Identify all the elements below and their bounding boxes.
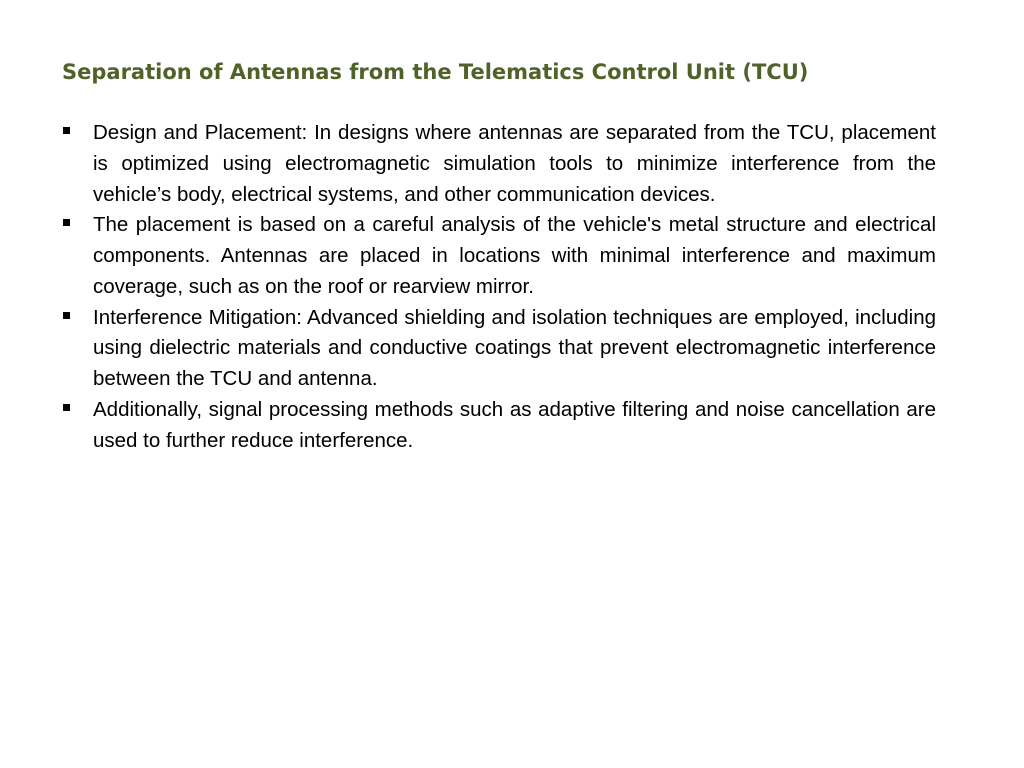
bullet-text: Additionally, signal processing methods such as adaptive filtering and noise cancellation are used to further reduce interference. [93, 397, 936, 452]
bullet-text: Interference Mitigation: Advanced shielding and isolation techniques are employed, including using dielectric materials and conductive coatings that prevent electromagnetic interference between the TCU and antenna. [93, 305, 936, 390]
square-bullet-icon [63, 219, 70, 226]
square-bullet-icon [63, 404, 70, 411]
bullet-item [62, 118, 936, 210]
bullet-text: The placement is based on a careful analysis of the vehicle's metal structure and electrical components. Antennas are placed in locations with minimal interference and maximum coverage, such as on the roof or rearview mirror. [93, 213, 936, 298]
bullet-item [62, 210, 936, 302]
square-bullet-icon [63, 312, 70, 319]
slide-title: Separation of Antennas from the Telematics Control Unit (TCU) [62, 60, 809, 84]
bullet-item [62, 303, 936, 395]
bullet-item [62, 395, 936, 457]
square-bullet-icon [63, 127, 70, 134]
bullet-text: Design and Placement: In designs where antennas are separated from the TCU, placement is optimized using electromagnetic simulation tools to minimize interference from the vehicle’s body, electrical systems, and other communication devices. [93, 121, 936, 206]
bullet-list [62, 118, 936, 456]
